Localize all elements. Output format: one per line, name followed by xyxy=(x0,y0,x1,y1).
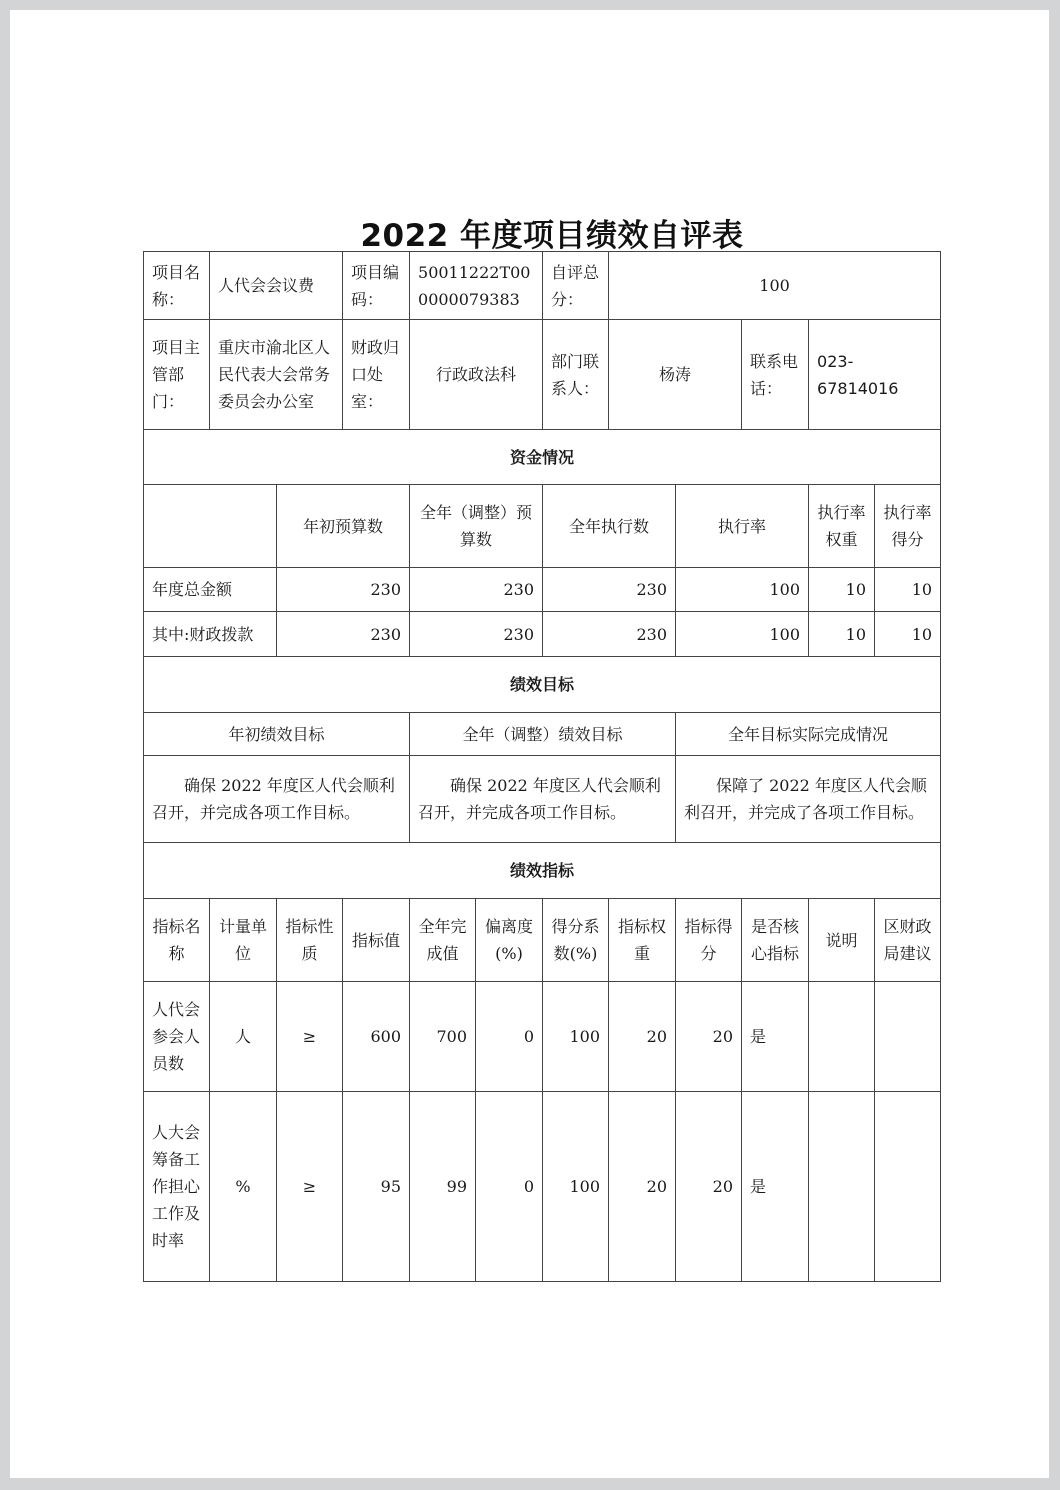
ind-header-core: 是否核心指标 xyxy=(742,899,809,982)
ind-header-advice: 区财政局建议 xyxy=(875,899,941,982)
ind-deviation: 0 xyxy=(476,1092,543,1282)
project-name-label: 项目名称： xyxy=(144,252,210,320)
ind-advice xyxy=(875,982,941,1092)
ind-unit: 人 xyxy=(210,982,277,1092)
score-value: 100 xyxy=(609,252,941,320)
ind-header-nature: 指标性质 xyxy=(277,899,343,982)
goals-actual-text: 保障了 2022 年度区人代会顺利召开，并完成了各项工作目标。 xyxy=(676,756,941,843)
project-code-value: 50011222T000000079383 xyxy=(410,252,543,320)
funds-row-label: 其中:财政拨款 xyxy=(144,612,277,657)
ind-deviation: 0 xyxy=(476,982,543,1092)
ind-score: 20 xyxy=(676,1092,742,1282)
funds-header-row xyxy=(144,485,941,568)
ind-nature: ≥ xyxy=(277,982,343,1092)
ind-advice xyxy=(875,1092,941,1282)
funds-header-blank xyxy=(144,485,277,568)
ind-weight: 20 xyxy=(609,982,676,1092)
funds-row-total xyxy=(144,568,941,612)
score-label: 自评总分： xyxy=(543,252,609,320)
funds-cell: 230 xyxy=(277,612,410,657)
ind-nature: ≥ xyxy=(277,1092,343,1282)
funds-cell: 10 xyxy=(809,568,875,612)
ind-coef: 100 xyxy=(543,1092,609,1282)
ind-core: 是 xyxy=(742,982,809,1092)
funds-section-title: 资金情况 xyxy=(144,430,941,485)
project-info-row xyxy=(144,252,941,320)
ind-note xyxy=(809,1092,875,1282)
contact-value: 杨涛 xyxy=(609,320,742,430)
goals-initial-text: 确保 2022 年度区人代会顺利召开，并完成各项工作目标。 xyxy=(144,756,410,843)
goals-section-title: 绩效目标 xyxy=(144,657,941,713)
ind-header-unit: 计量单位 xyxy=(210,899,277,982)
ind-header-target: 指标值 xyxy=(343,899,410,982)
funds-row-fiscal xyxy=(144,612,941,657)
ind-name: 人代会参会人员数 xyxy=(144,982,210,1092)
document-page xyxy=(10,10,1049,1478)
ind-target: 95 xyxy=(343,1092,410,1282)
ind-header-weight: 指标权重 xyxy=(609,899,676,982)
funds-cell: 230 xyxy=(543,568,676,612)
funds-cell: 230 xyxy=(410,568,543,612)
dept-value: 重庆市渝北区人民代表大会常务委员会办公室 xyxy=(210,320,343,430)
goals-adjusted-text: 确保 2022 年度区人代会顺利召开，并完成各项工作目标。 xyxy=(410,756,676,843)
ind-unit: % xyxy=(210,1092,277,1282)
department-info-row xyxy=(144,320,941,430)
funds-cell: 230 xyxy=(410,612,543,657)
ind-weight: 20 xyxy=(609,1092,676,1282)
funds-cell: 100 xyxy=(676,568,809,612)
funds-cell: 10 xyxy=(875,612,941,657)
ind-actual: 700 xyxy=(410,982,476,1092)
funds-header-adjusted: 全年（调整）预算数 xyxy=(410,485,543,568)
office-label: 财政归口处室： xyxy=(343,320,410,430)
indicators-section-title: 绩效指标 xyxy=(144,843,941,899)
funds-row-label: 年度总金额 xyxy=(144,568,277,612)
funds-header-rate-score: 执行率得分 xyxy=(875,485,941,568)
ind-actual: 99 xyxy=(410,1092,476,1282)
project-name-value: 人代会会议费 xyxy=(210,252,343,320)
ind-header-name: 指标名称 xyxy=(144,899,210,982)
funds-cell: 230 xyxy=(277,568,410,612)
goals-header-row xyxy=(144,713,941,756)
phone-value: 023-67814016 xyxy=(809,320,941,430)
funds-header-initial: 年初预算数 xyxy=(277,485,410,568)
goals-text-row xyxy=(144,756,941,843)
funds-header-rate-weight: 执行率权重 xyxy=(809,485,875,568)
ind-header-coef: 得分系数(%) xyxy=(543,899,609,982)
goals-header-adjusted: 全年（调整）绩效目标 xyxy=(410,713,676,756)
ind-header-note: 说明 xyxy=(809,899,875,982)
goals-header-actual: 全年目标实际完成情况 xyxy=(676,713,941,756)
ind-note xyxy=(809,982,875,1092)
page-title: 2022 年度项目绩效自评表 xyxy=(360,218,744,254)
funds-cell: 100 xyxy=(676,612,809,657)
funds-header-rate: 执行率 xyxy=(676,485,809,568)
ind-header-score: 指标得分 xyxy=(676,899,742,982)
indicator-row-timeliness xyxy=(144,1092,941,1282)
evaluation-form-table xyxy=(143,251,941,1282)
project-code-label: 项目编码： xyxy=(343,252,410,320)
funds-header-executed: 全年执行数 xyxy=(543,485,676,568)
dept-label: 项目主管部门： xyxy=(144,320,210,430)
office-value: 行政政法科 xyxy=(410,320,543,430)
ind-name: 人大会筹备工作担心工作及时率 xyxy=(144,1092,210,1282)
funds-cell: 230 xyxy=(543,612,676,657)
ind-header-deviation: 偏离度(%) xyxy=(476,899,543,982)
indicators-header-row xyxy=(144,899,941,982)
ind-header-actual: 全年完成值 xyxy=(410,899,476,982)
funds-cell: 10 xyxy=(875,568,941,612)
contact-label: 部门联系人： xyxy=(543,320,609,430)
ind-target: 600 xyxy=(343,982,410,1092)
ind-coef: 100 xyxy=(543,982,609,1092)
ind-core: 是 xyxy=(742,1092,809,1282)
funds-cell: 10 xyxy=(809,612,875,657)
goals-header-initial: 年初绩效目标 xyxy=(144,713,410,756)
ind-score: 20 xyxy=(676,982,742,1092)
phone-label: 联系电话： xyxy=(742,320,809,430)
indicator-row-attendees xyxy=(144,982,941,1092)
